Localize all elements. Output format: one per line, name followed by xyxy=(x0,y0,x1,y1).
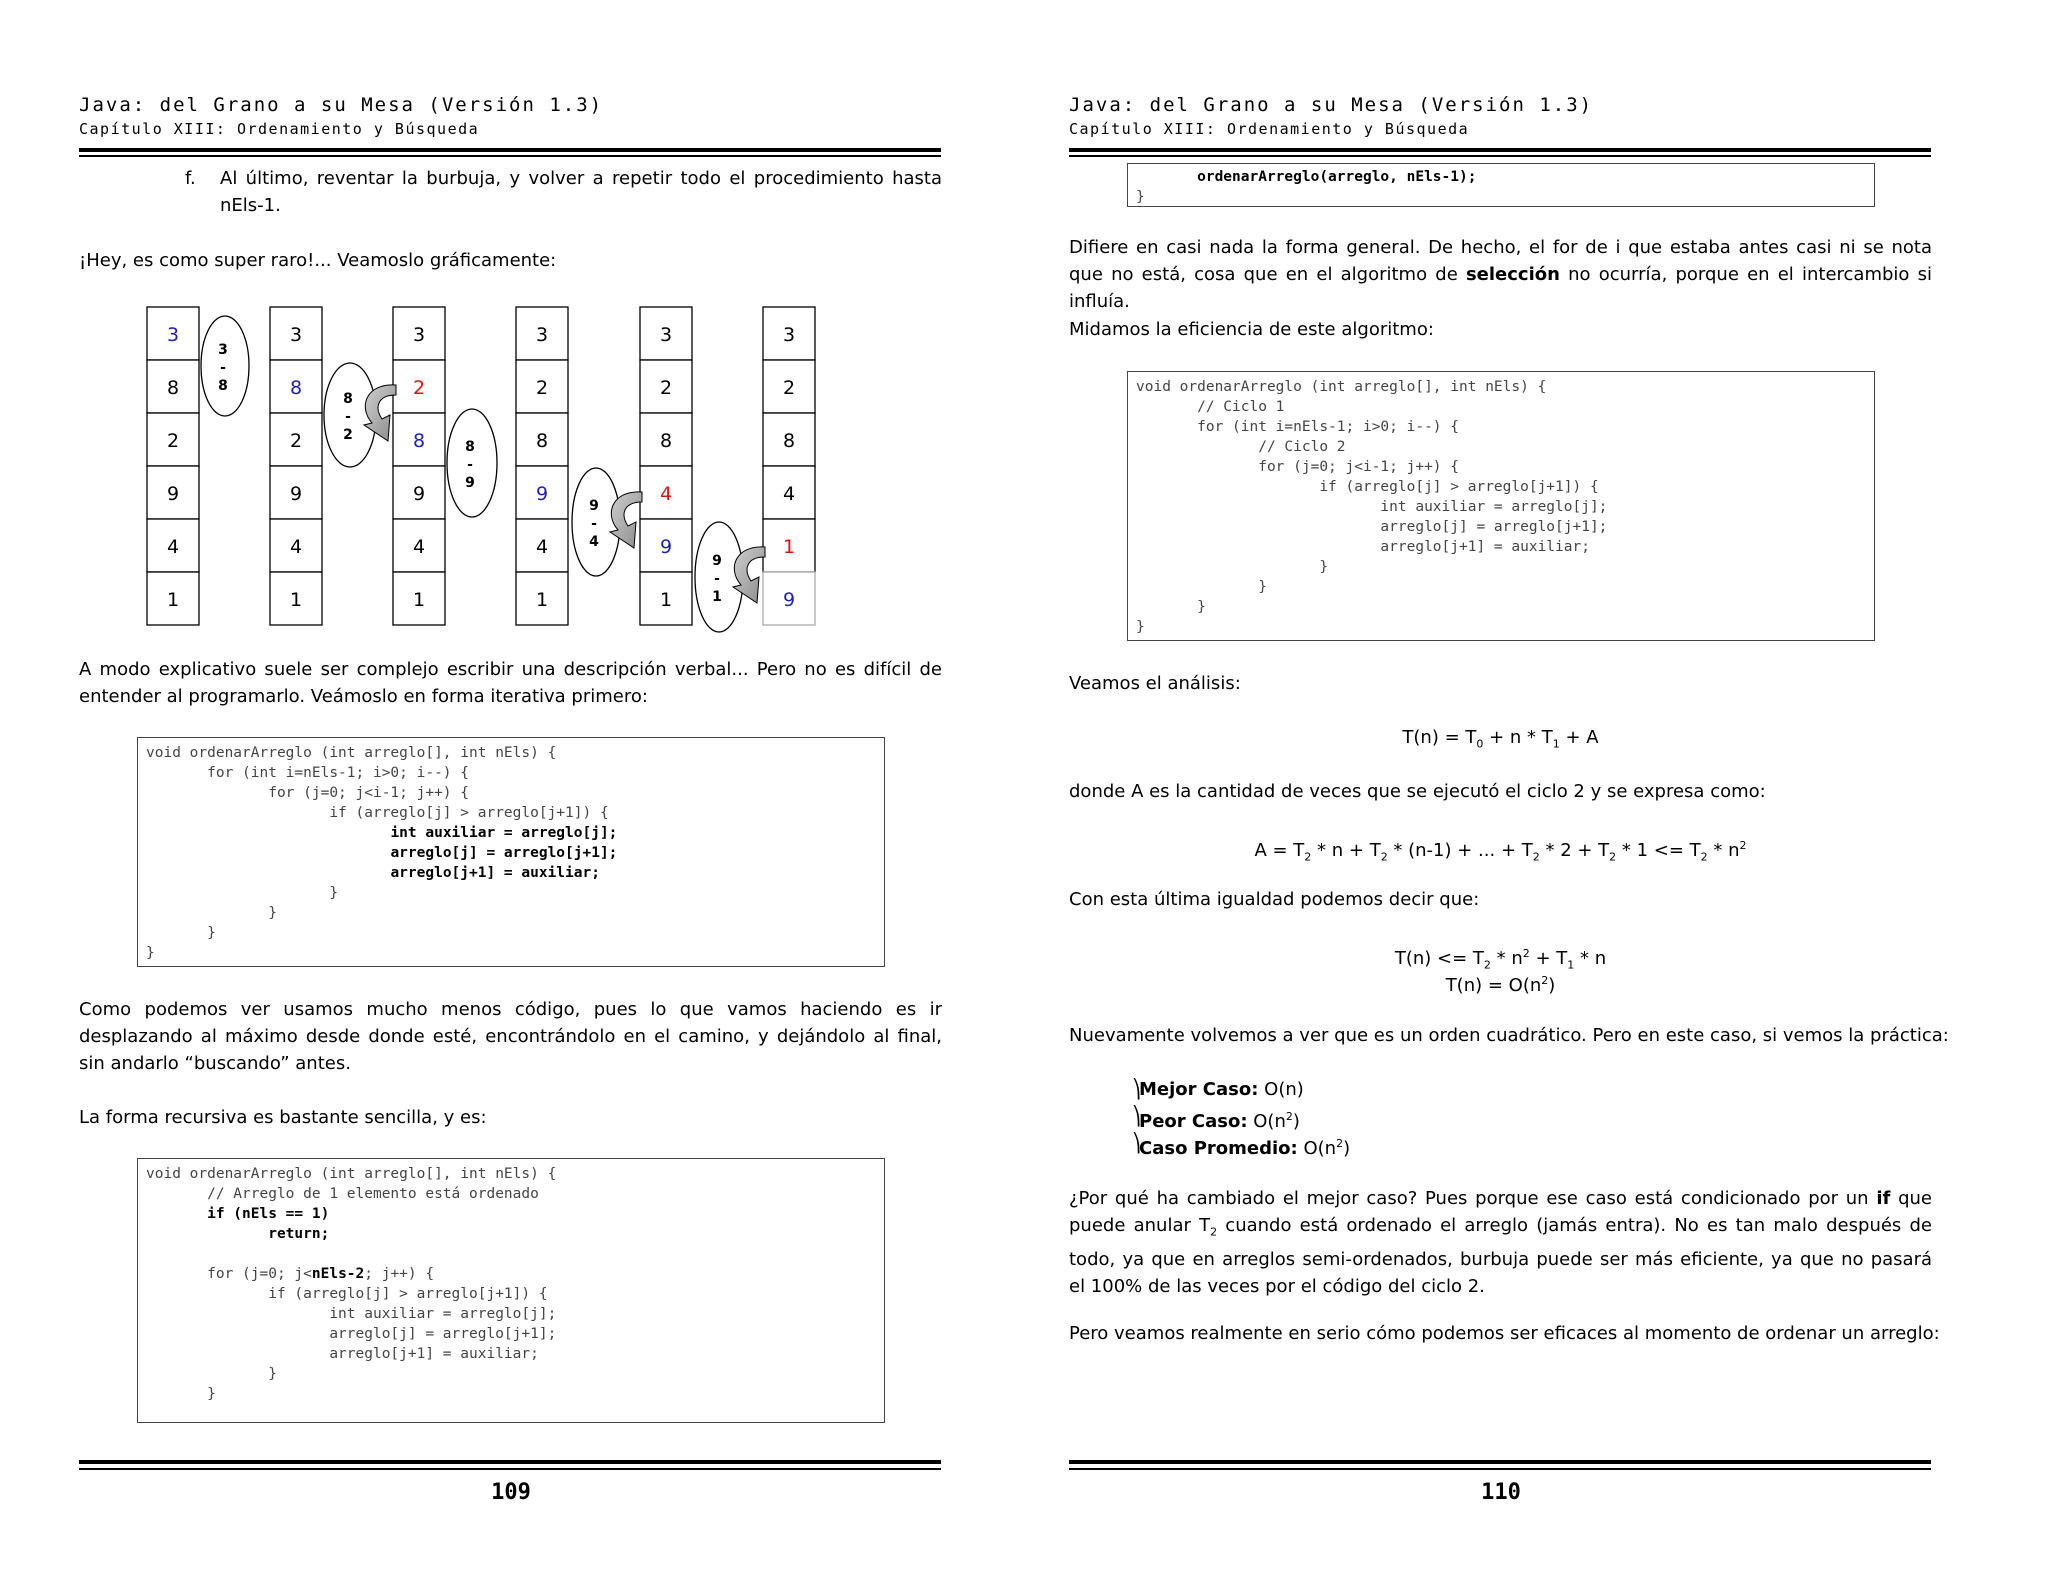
svg-text:4: 4 xyxy=(589,534,599,550)
array-cell xyxy=(393,519,445,572)
header-subtitle: Capítulo XIII: Ordenamiento y Búsqueda xyxy=(79,120,480,138)
swap-oval xyxy=(324,363,396,467)
array-cell xyxy=(270,307,322,360)
svg-text:8: 8 xyxy=(535,430,549,452)
array-cell xyxy=(763,519,815,572)
footer-rule xyxy=(1069,1460,1931,1464)
svg-text:3: 3 xyxy=(166,324,180,346)
code-eficiencia: void ordenarArreglo (int arreglo[], int nEls) { // Ciclo 1 for (int i=nEls-1; i>0; i--) { // Ciclo 2 for (j=0; j<i-1; j++) { if (arreglo[j] > arreglo[j+1]) { int auxiliar = arreglo[j]; arreglo[j] = arreglo[j+1]; arreglo[j+1] = auxiliar; } } } } xyxy=(1127,371,1875,641)
header-rule-thin xyxy=(79,155,941,157)
array-cell xyxy=(147,519,199,572)
header-rule xyxy=(1069,148,1931,152)
case-promedio-label: Caso Promedio: xyxy=(1139,1138,1298,1159)
svg-text:9: 9 xyxy=(412,483,426,505)
svg-text:9: 9 xyxy=(535,483,549,505)
array-cell xyxy=(763,572,815,625)
swap-oval xyxy=(447,409,497,517)
header-title: Java: del Grano a su Mesa (Versión 1.3) xyxy=(79,94,604,116)
array-cell xyxy=(147,307,199,360)
array-cell xyxy=(640,360,692,413)
list-item-f: Al último, reventar la burbuja, y volver a repetir todo el procedimiento hasta nEls-1. xyxy=(220,168,942,216)
svg-text:2: 2 xyxy=(659,377,673,399)
array-cell xyxy=(516,519,568,572)
svg-text:1: 1 xyxy=(782,536,796,558)
svg-text:3: 3 xyxy=(218,342,228,358)
svg-text:8: 8 xyxy=(343,391,353,407)
svg-text:4: 4 xyxy=(412,536,426,558)
difiere-text-2: no ocurría, porque en el intercambio si influía. xyxy=(1069,264,1932,312)
paragraph-pero: Pero veamos realmente en serio cómo podemos ser eficaces al momento de ordenar un arreglo: xyxy=(1069,1323,1940,1344)
svg-text:4: 4 xyxy=(166,536,180,558)
array-cell xyxy=(270,413,322,466)
array-cell xyxy=(763,466,815,519)
paragraph-nuevamente: Nuevamente volvemos a ver que es un orden cuadrático. Pero en este caso, si vemos la práctica: xyxy=(1069,1025,1949,1046)
array-cell xyxy=(640,413,692,466)
svg-text:8: 8 xyxy=(465,439,475,455)
page-number: 109 xyxy=(491,1480,531,1505)
svg-text:-: - xyxy=(714,571,720,587)
list-marker-f: f. xyxy=(185,168,196,189)
svg-text:1: 1 xyxy=(535,589,549,611)
svg-text:-: - xyxy=(591,516,597,532)
paragraph-difiere xyxy=(1069,234,1932,315)
paragraph-midamos: Midamos la eficiencia de este algoritmo: xyxy=(1069,319,1434,340)
paragraph-como: Como podemos ver usamos mucho menos código, pues lo que vamos haciendo es ir desplazando al máximo desde donde esté, encontrándolo en el camino, y dejándolo al final, sin andarlo “buscando” antes. xyxy=(79,999,942,1074)
svg-text:9: 9 xyxy=(289,483,303,505)
bullet-icon: ⎞ xyxy=(1132,1106,1141,1127)
bubble-sort-diagram xyxy=(0,300,1024,640)
array-cell xyxy=(763,360,815,413)
difiere-text-1: Difiere en casi nada la forma general. De hecho, el for de i que estaba antes casi ni se nota que no está, cosa que en el algoritmo de xyxy=(1069,237,1932,285)
svg-text:9: 9 xyxy=(589,498,599,514)
array-cell xyxy=(270,572,322,625)
array-cell xyxy=(393,360,445,413)
footer-rule xyxy=(79,1460,941,1464)
header-subtitle: Capítulo XIII: Ordenamiento y Búsqueda xyxy=(1069,120,1470,138)
page-number: 110 xyxy=(1481,1480,1521,1505)
svg-text:8: 8 xyxy=(412,430,426,452)
swap-oval xyxy=(572,468,642,576)
array-cell xyxy=(147,572,199,625)
array-cell xyxy=(147,360,199,413)
svg-text:1: 1 xyxy=(166,589,180,611)
paragraph-recursiva: La forma recursiva es bastante sencilla, y es: xyxy=(79,1107,487,1128)
svg-text:2: 2 xyxy=(535,377,549,399)
array-cell xyxy=(640,466,692,519)
equation-t-bound: $T(n) <= T_2 * n^2 + T_1 * n$ xyxy=(1394,947,1607,972)
array-cell xyxy=(640,572,692,625)
code-call: ordenarArreglo(arreglo, nEls-1); } xyxy=(1127,163,1875,207)
array-cell xyxy=(640,519,692,572)
svg-text:2: 2 xyxy=(412,377,426,399)
svg-text:9: 9 xyxy=(465,475,475,491)
svg-text:8: 8 xyxy=(289,377,303,399)
right-page xyxy=(1024,0,2048,1582)
array-cell xyxy=(393,572,445,625)
svg-text:1: 1 xyxy=(659,589,673,611)
svg-text:9: 9 xyxy=(659,536,673,558)
case-promedio: Caso Promedio: $O(n^2)$ xyxy=(1139,1137,1351,1159)
bullet-icon: ⎞ xyxy=(1132,1079,1141,1100)
array-cell xyxy=(270,360,322,413)
array-cell xyxy=(270,466,322,519)
code-recursivo: void ordenarArreglo (int arreglo[], int nEls) { // Arreglo de 1 elemento está ordenado if (nEls == 1) return; for (j=0; j<nEls-2; j++) { if (arreglo[j] > arreglo[j+1]) { int auxiliar = arreglo[j]; arreglo[j] = arreglo[j+1]; arreglo[j+1] = auxiliar; } } xyxy=(137,1158,885,1423)
svg-text:-: - xyxy=(220,360,226,376)
svg-text:4: 4 xyxy=(289,536,303,558)
code-iterativo: void ordenarArreglo (int arreglo[], int nEls) { for (int i=nEls-1; i>0; i--) { for (j=0; j<i-1; j++) { if (arreglo[j] > arreglo[j+1]) { int auxiliar = arreglo[j]; arreglo[j] = arreglo[j+1]; arreglo[j+1] = auxiliar; } } } } xyxy=(137,737,885,967)
footer-rule-thin xyxy=(79,1468,941,1470)
svg-text:-: - xyxy=(467,457,473,473)
bullet-icon: ⎞ xyxy=(1132,1133,1141,1154)
case-peor: Peor Caso: $O(n^2)$ xyxy=(1139,1110,1300,1132)
header-title: Java: del Grano a su Mesa (Versión 1.3) xyxy=(1069,94,1594,116)
array-cell xyxy=(640,307,692,360)
array-cell xyxy=(393,466,445,519)
equation-big-o: $T(n) = O(n^2)$ xyxy=(1445,974,1556,996)
case-mejor-label: Mejor Caso: xyxy=(1139,1079,1259,1100)
svg-text:9: 9 xyxy=(712,553,722,569)
array-cell xyxy=(516,307,568,360)
array-cell xyxy=(763,413,815,466)
equation-t: $T(n) = T_0 + n * T_1 + A$ xyxy=(1402,727,1599,751)
array-cell xyxy=(516,466,568,519)
paragraph-hey: ¡Hey, es como super raro!... Veamoslo gráficamente: xyxy=(79,250,557,271)
case-peor-label: Peor Caso: xyxy=(1139,1111,1248,1132)
svg-text:-: - xyxy=(345,409,351,425)
footer-rule-thin xyxy=(1069,1468,1931,1470)
header-rule xyxy=(79,148,941,152)
paragraph-con: Con esta última igualdad podemos decir que: xyxy=(1069,889,1480,910)
paragraph-modo: A modo explicativo suele ser complejo escribir una descripción verbal... Pero no es difícil de entender al programarlo. Veámoslo en forma iterativa primero: xyxy=(79,659,942,707)
equation-a: $A = T_2 * n + T_2 * (n-1)$ + ... + $T_2 * 2 + T_2 * 1 <= T_2 * n^2$ xyxy=(1254,839,1747,864)
array-cell xyxy=(147,413,199,466)
array-cell xyxy=(763,307,815,360)
svg-text:8: 8 xyxy=(659,430,673,452)
svg-text:9: 9 xyxy=(166,483,180,505)
svg-text:4: 4 xyxy=(782,483,796,505)
svg-text:4: 4 xyxy=(535,536,549,558)
svg-text:2: 2 xyxy=(782,377,796,399)
svg-text:3: 3 xyxy=(289,324,303,346)
svg-text:1: 1 xyxy=(289,589,303,611)
array-cell xyxy=(393,413,445,466)
svg-text:8: 8 xyxy=(166,377,180,399)
svg-text:2: 2 xyxy=(343,427,353,443)
array-cell xyxy=(147,466,199,519)
svg-text:3: 3 xyxy=(412,324,426,346)
case-mejor: Mejor Caso: O(n) xyxy=(1139,1079,1304,1100)
svg-text:9: 9 xyxy=(782,589,796,611)
svg-text:1: 1 xyxy=(412,589,426,611)
paragraph-porque: ¿Por qué ha cambiado el mejor caso? Pues porque ese caso está condicionado por un if que puede anular $T_2$ cuando está ordenado el arreglo (jamás entra). No es tan malo después de todo, ya que en arreglos semi-ordenados, burbuja puede ser más eficiente, ya que no pasará el 100% de las veces por el código del ciclo 2. xyxy=(1069,1188,1933,1297)
svg-text:2: 2 xyxy=(289,430,303,452)
difiere-bold: selección xyxy=(1465,264,1560,285)
paragraph-donde: donde A es la cantidad de veces que se ejecutó el ciclo 2 y se expresa como: xyxy=(1069,781,1766,802)
swap-oval xyxy=(201,316,249,416)
svg-text:2: 2 xyxy=(166,430,180,452)
array-cell xyxy=(393,307,445,360)
svg-text:8: 8 xyxy=(782,430,796,452)
header-rule-thin xyxy=(1069,155,1931,157)
svg-text:4: 4 xyxy=(659,483,673,505)
swap-oval xyxy=(695,522,765,632)
array-cell xyxy=(516,360,568,413)
paragraph-veamos: Veamos el análisis: xyxy=(1069,673,1241,694)
svg-text:3: 3 xyxy=(782,324,796,346)
svg-text:3: 3 xyxy=(535,324,549,346)
svg-text:3: 3 xyxy=(659,324,673,346)
array-cell xyxy=(516,413,568,466)
array-cell xyxy=(270,519,322,572)
svg-text:8: 8 xyxy=(218,378,228,394)
array-cell xyxy=(516,572,568,625)
svg-text:1: 1 xyxy=(712,589,722,605)
